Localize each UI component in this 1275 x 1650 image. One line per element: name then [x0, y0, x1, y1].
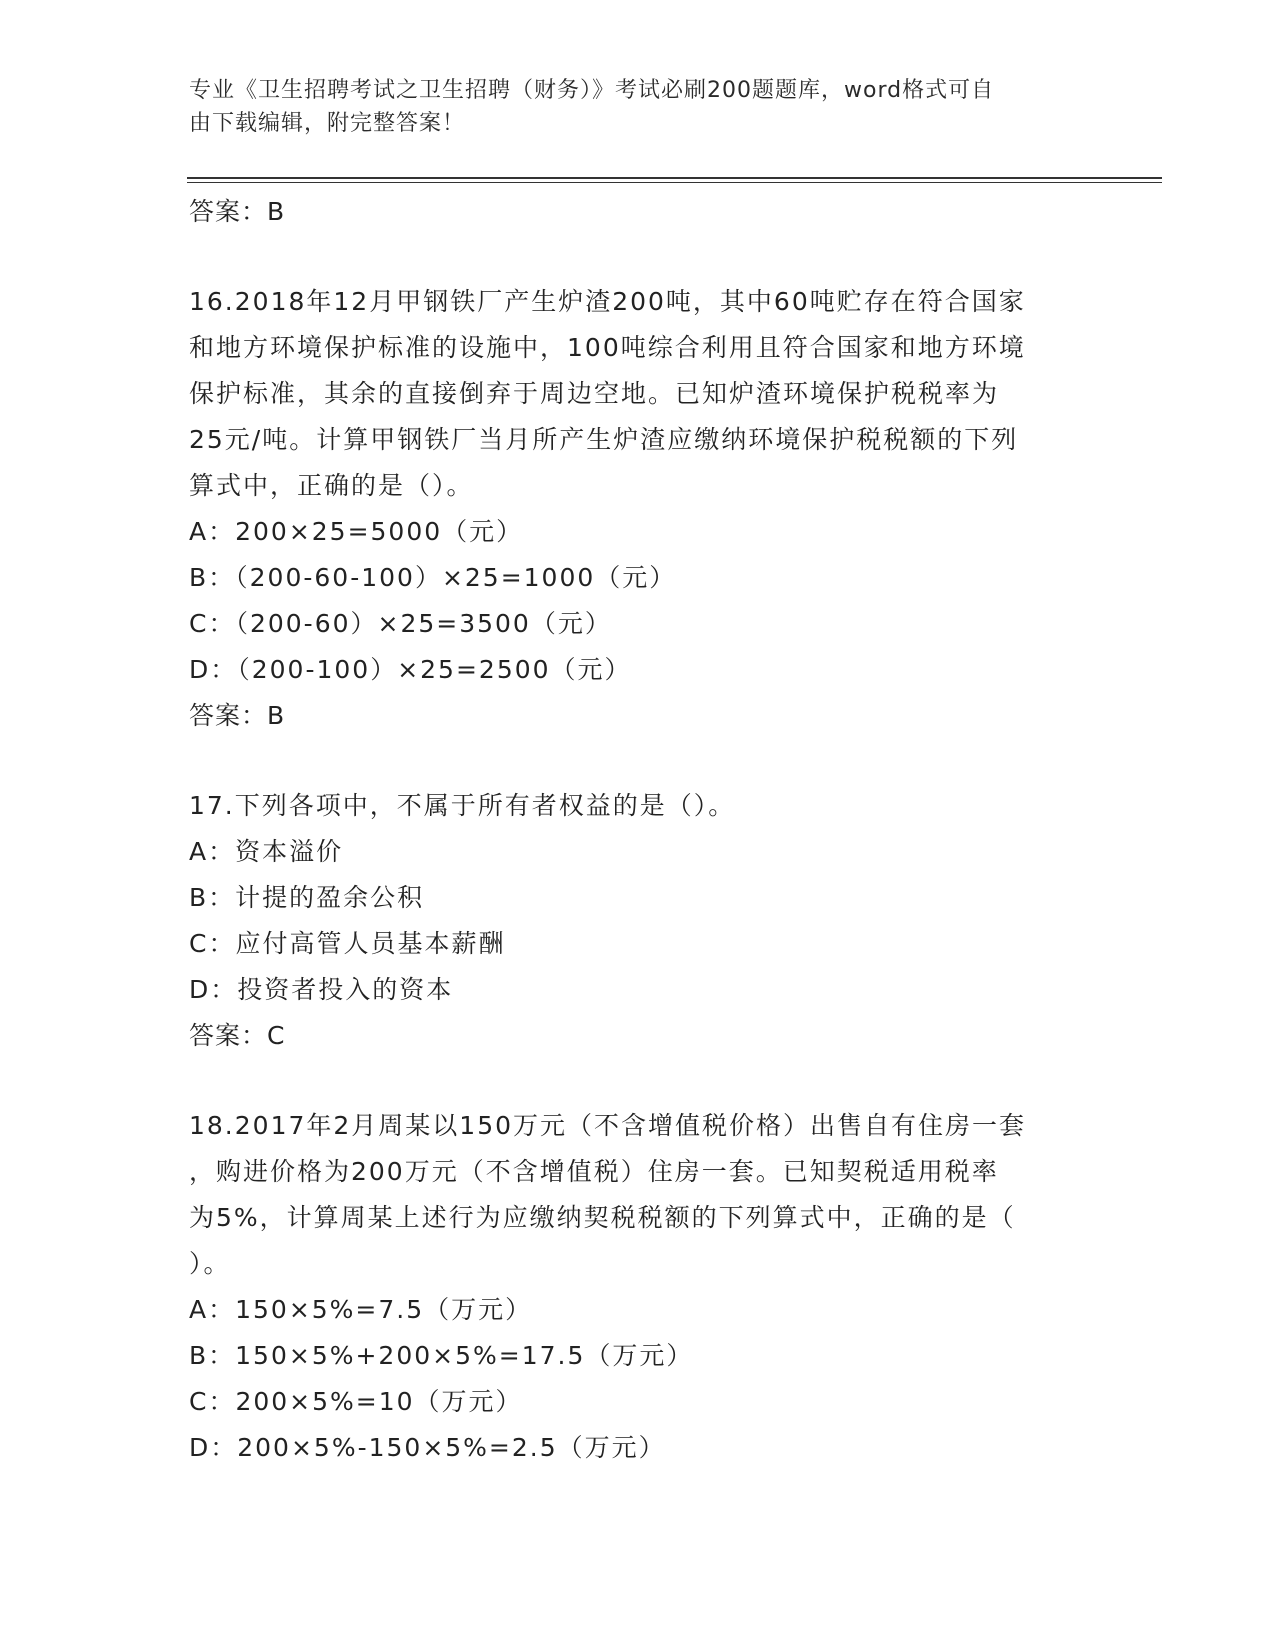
- option-b: B：（200-60-100）×25=1000（元）: [189, 563, 677, 592]
- question-stem-line: ，购进价格为200万元（不含增值税）住房一套。已知契税适用税率: [189, 1157, 999, 1186]
- option-c: C：200×5%=10（万元）: [189, 1387, 523, 1416]
- option-b: B：计提的盈余公积: [189, 883, 425, 912]
- spacer: [189, 1059, 1089, 1103]
- option-d: D：投资者投入的资本: [189, 975, 454, 1004]
- question-stem-line: 为5%，计算周某上述行为应缴纳契税税额的下列算式中，正确的是（: [189, 1203, 1016, 1232]
- question-stem-line: 和地方环境保护标准的设施中，100吨综合利用且符合国家和地方环境: [189, 333, 1026, 362]
- document-header: [189, 74, 1089, 140]
- question-stem-line: ）。: [189, 1249, 231, 1278]
- header-line-2: 由下载编辑，附完整答案！: [189, 111, 466, 136]
- answer-line: 答案：C: [189, 1021, 286, 1050]
- option-b: B：150×5%+200×5%=17.5（万元）: [189, 1341, 694, 1370]
- question-stem-line: 17.下列各项中，不属于所有者权益的是（）。: [189, 791, 736, 820]
- question-stem-line: 16.2018年12月甲钢铁厂产生炉渣200吨，其中60吨贮存在符合国家: [189, 287, 1026, 316]
- question-stem-line: 18.2017年2月周某以150万元（不含增值税价格）出售自有住房一套: [189, 1111, 1027, 1140]
- question-16: [189, 279, 1089, 739]
- question-list: [189, 189, 1089, 1471]
- spacer: [189, 739, 1089, 783]
- option-c: C：应付高管人员基本薪酬: [189, 929, 506, 958]
- option-c: C：（200-60）×25=3500（元）: [189, 609, 612, 638]
- question-stem-line: 25元/吨。计算甲钢铁厂当月所产生炉渣应缴纳环境保护税税额的下列: [189, 425, 1019, 454]
- question-17: [189, 783, 1089, 1059]
- option-a: A：150×5%=7.5（万元）: [189, 1295, 533, 1324]
- question-18: [189, 1103, 1089, 1471]
- option-d: D：200×5%-150×5%=2.5（万元）: [189, 1433, 666, 1462]
- option-a: A：资本溢价: [189, 837, 344, 866]
- answer-line: 答案：B: [189, 701, 286, 730]
- header-divider-thick: [187, 177, 1162, 179]
- header-divider-thin: [187, 182, 1162, 183]
- spacer: [189, 235, 1089, 279]
- question-stem-line: 算式中，正确的是（）。: [189, 471, 474, 500]
- previous-answer: 答案：B: [189, 197, 286, 226]
- header-line-1: 专业《卫生招聘考试之卫生招聘（财务）》考试必刷200题题库，word格式可自: [189, 78, 995, 103]
- option-d: D：（200-100）×25=2500（元）: [189, 655, 632, 684]
- option-a: A：200×25=5000（元）: [189, 517, 524, 546]
- question-stem-line: 保护标准，其余的直接倒弃于周边空地。已知炉渣环境保护税税率为: [189, 379, 1000, 408]
